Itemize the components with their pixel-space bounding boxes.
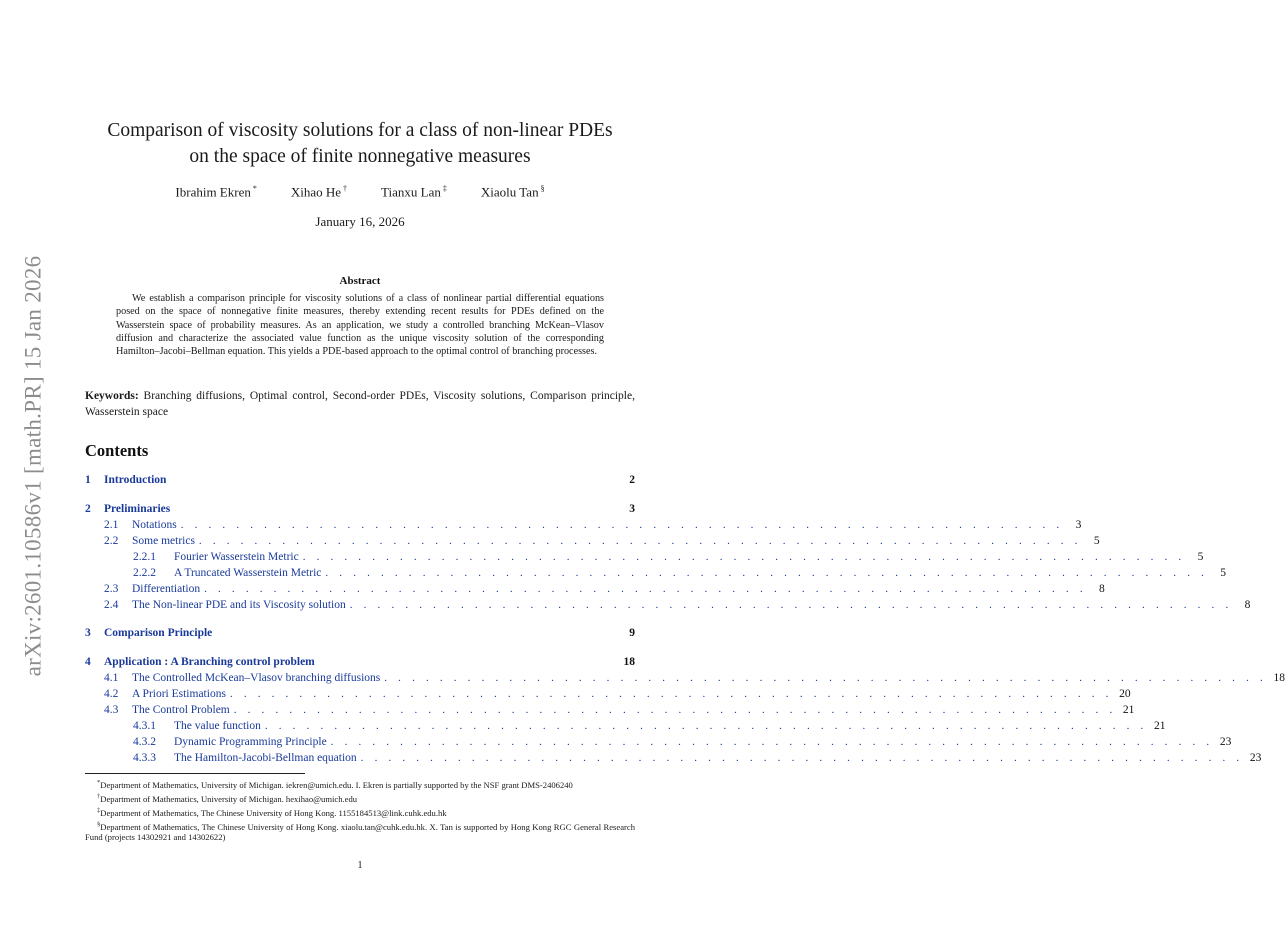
footnote-mark: † — [97, 792, 101, 800]
toc-section-application[interactable] — [85, 656, 635, 672]
paper-title — [60, 118, 660, 170]
toc-subsubsection-dpp[interactable] — [85, 736, 1232, 752]
keywords — [85, 389, 635, 420]
footnote — [85, 805, 635, 819]
toc-number: 2.4 — [104, 599, 119, 611]
toc-leader-dots: . . . . . . . . . . . . . . . . . . . . . . . . . . . . . . . . . . . . . . . . . . . . . . . . . . . . . . . . . . . . . . . . — [360, 752, 1244, 764]
toc-page[interactable]: 21 — [1154, 720, 1166, 732]
toc-section-introduction[interactable] — [85, 474, 635, 490]
toc-page[interactable]: 5 — [1093, 535, 1100, 547]
toc-subsection-controlled-mckean[interactable] — [85, 672, 1285, 688]
paper-date: January 16, 2026 — [315, 214, 405, 229]
toc-label[interactable]: Introduction — [104, 474, 167, 486]
toc-number: 4 — [85, 656, 91, 668]
footnote-text: Department of Mathematics, University of Michigan. iekren@umich.edu. I. Ekren is partially supported by the NSF grant DMS-2406240 — [100, 779, 573, 790]
toc-number: 2.2.1 — [133, 551, 156, 563]
toc-leader-dots: . . . . . . . . . . . . . . . . . . . . . . . . . . . . . . . . . . . . . . . . . . . . . . . . . . . . . . . . . . . . . . . . — [349, 599, 1233, 611]
toc-page[interactable]: 21 — [1122, 704, 1135, 716]
toc-label[interactable]: Application : A Branching control problem — [104, 656, 315, 668]
toc-leader-dots: . . . . . . . . . . . . . . . . . . . . . . . . . . . . . . . . . . . . . . . . . . . . . . . . . . . . . . . . . . . . . . . . — [325, 567, 1209, 579]
toc-page[interactable]: 23 — [1219, 736, 1232, 748]
footnote-text: Department of Mathematics, The Chinese University of Hong Kong. xiaolu.tan@cuhk.edu.hk. X. Tan is supported by Hong Kong RGC General Research Fund (projects 14302921 and 14302622) — [85, 821, 635, 843]
toc-leader-dots: . . . . . . . . . . . . . . . . . . . . . . . . . . . . . . . . . . . . . . . . . . . . . . . . . . . . . . . . . . . . . . . . — [264, 720, 1148, 732]
toc-label[interactable]: The Hamilton-Jacobi-Bellman equation — [174, 752, 357, 764]
arxiv-watermark-text: arXiv:2601.10586v1 [math.PR] 15 Jan 2026 — [20, 255, 46, 677]
toc-label[interactable]: A Priori Estimations — [132, 688, 226, 700]
author-footnote-mark[interactable]: * — [252, 184, 257, 193]
author-footnote-mark[interactable]: ‡ — [442, 184, 447, 193]
page-number: 1 — [357, 860, 363, 871]
toc-number: 2.2.2 — [133, 567, 156, 579]
author-list — [85, 184, 635, 200]
title-line-2: on the space of finite nonnegative measures — [189, 146, 531, 167]
toc-page[interactable]: 5 — [1197, 551, 1204, 563]
toc-page[interactable]: 20 — [1119, 688, 1131, 700]
footnote-text: Department of Mathematics, The Chinese University of Hong Kong. 1155184513@link.cuhk.edu.hk — [100, 807, 447, 818]
toc-number: 2.2 — [104, 535, 119, 547]
keywords-text: Branching diffusions, Optimal control, Second-order PDEs, Viscosity solutions, Comparison principle, Wasserstein space — [85, 390, 635, 418]
toc-number: 2.1 — [104, 519, 119, 531]
toc-label[interactable]: A Truncated Wasserstein Metric — [174, 567, 322, 579]
toc-number: 4.2 — [104, 688, 119, 700]
contents-heading: Contents — [85, 441, 149, 460]
footnotes — [85, 777, 635, 843]
title-line-1: Comparison of viscosity solutions for a class of non-linear PDEs — [107, 120, 613, 141]
toc-number: 3 — [85, 627, 91, 639]
toc-page[interactable]: 2 — [629, 474, 635, 486]
toc-subsection-some-metrics[interactable] — [85, 535, 1100, 551]
toc-number: 4.3.3 — [133, 752, 156, 764]
toc-number: 4.1 — [104, 672, 119, 684]
toc-page[interactable]: 3 — [629, 503, 635, 515]
toc-leader-dots: . . . . . . . . . . . . . . . . . . . . . . . . . . . . . . . . . . . . . . . . . . . . . . . . . . . . . . . . . . . . . . . . — [233, 704, 1117, 716]
toc-label[interactable]: The Controlled McKean–Vlasov branching diffusions — [132, 672, 381, 684]
author — [481, 184, 545, 200]
author-name: Xiaolu Tan — [480, 184, 539, 200]
author-name: Xihao He — [290, 184, 342, 200]
author-name: Ibrahim Ekren — [175, 184, 251, 200]
toc-number: 1 — [85, 474, 91, 486]
toc-subsubsection-value-function[interactable] — [85, 720, 1166, 736]
toc-leader-dots: . . . . . . . . . . . . . . . . . . . . . . . . . . . . . . . . . . . . . . . . . . . . . . . . . . . . . . . . . . . . . . . . — [180, 519, 1064, 531]
toc-page[interactable]: 3 — [1075, 519, 1082, 531]
toc-subsubsection-fourier[interactable] — [85, 551, 1204, 567]
toc-label[interactable]: Notations — [132, 519, 177, 531]
toc-label[interactable]: Some metrics — [132, 535, 195, 547]
toc-subsection-differentiation[interactable] — [85, 583, 1105, 599]
toc-page[interactable]: 5 — [1220, 567, 1227, 579]
abstract-heading: Abstract — [339, 275, 381, 287]
toc-leader-dots: . . . . . . . . . . . . . . . . . . . . . . . . . . . . . . . . . . . . . . . . . . . . . . . . . . . . . . . . . . . . . . . . — [330, 736, 1214, 748]
toc-section-preliminaries[interactable] — [85, 503, 635, 519]
arxiv-watermark — [8, 251, 58, 681]
toc-label[interactable]: The value function — [174, 720, 261, 732]
footnote-mark: ‡ — [97, 806, 101, 814]
toc-section-comparison[interactable] — [85, 627, 635, 643]
footnote-mark: § — [97, 820, 101, 828]
toc-leader-dots: . . . . . . . . . . . . . . . . . . . . . . . . . . . . . . . . . . . . . . . . . . . . . . . . . . . . . . . . . . . . . . . . — [384, 672, 1267, 684]
toc-label[interactable]: The Non-linear PDE and its Viscosity solution — [132, 599, 346, 611]
toc-subsection-pde-viscosity[interactable] — [85, 599, 1251, 615]
toc-label[interactable]: Comparison Principle — [104, 627, 213, 639]
toc-number: 4.3.2 — [133, 736, 156, 748]
toc-leader-dots: . . . . . . . . . . . . . . . . . . . . . . . . . . . . . . . . . . . . . . . . . . . . . . . . . . . . . . . . . . . . . . . . — [229, 688, 1113, 700]
toc-page[interactable]: 18 — [1273, 672, 1285, 684]
toc-page[interactable]: 23 — [1249, 752, 1262, 764]
footnote-mark: * — [97, 779, 101, 786]
toc-label[interactable]: Preliminaries — [104, 503, 171, 515]
author-name: Tianxu Lan — [381, 184, 441, 200]
toc-leader-dots: . . . . . . . . . . . . . . . . . . . . . . . . . . . . . . . . . . . . . . . . . . . . . . . . . . . . . . . . . . . . . . . . — [204, 583, 1087, 595]
toc-subsection-notations[interactable] — [85, 519, 1082, 535]
toc-number: 2.3 — [104, 583, 119, 595]
toc-subsection-control-problem[interactable] — [85, 704, 1135, 720]
footnote-rule — [85, 773, 305, 774]
toc-leader-dots: . . . . . . . . . . . . . . . . . . . . . . . . . . . . . . . . . . . . . . . . . . . . . . . . . . . . . . . . . . . . . . . . — [302, 551, 1186, 563]
footnote — [85, 819, 635, 844]
abstract-body: We establish a comparison principle for viscosity solutions of a class of nonlinear partial differential equations posed on the space of nonnegative finite measures, thereby extending recent results for PDEs defined on the Wasserstein space of probability measures. As an application, we study a controlled branching McKean–Vlasov diffusion and characterize the associated value function as the unique viscosity solution of the corresponding Hamilton–Jacobi–Bellman equation. This yields a PDE-based approach to the optimal control of branching processes. — [116, 293, 604, 358]
author-footnote-mark[interactable]: § — [540, 184, 545, 193]
keywords-label: Keywords: — [85, 390, 139, 402]
toc-label[interactable]: Differentiation — [132, 583, 201, 595]
toc-label[interactable]: Fourier Wasserstein Metric — [174, 551, 299, 563]
toc-page[interactable]: 8 — [1244, 599, 1251, 611]
toc-subsubsection-hjb[interactable] — [85, 752, 1262, 768]
footnote-text: Department of Mathematics, University of Michigan. hexihao@umich.edu — [100, 793, 358, 804]
toc-label[interactable]: The Control Problem — [132, 704, 230, 716]
author-footnote-mark[interactable]: † — [343, 184, 348, 193]
toc-number: 4.3 — [104, 704, 119, 716]
toc-page[interactable]: 9 — [629, 627, 635, 639]
toc-leader-dots: . . . . . . . . . . . . . . . . . . . . . . . . . . . . . . . . . . . . . . . . . . . . . . . . . . . . . . . . . . . . . . . . — [198, 535, 1082, 547]
toc-page[interactable]: 8 — [1099, 583, 1105, 595]
toc-subsubsection-truncated[interactable] — [85, 567, 1227, 583]
author — [381, 184, 447, 200]
toc-number: 2 — [85, 503, 91, 515]
author — [175, 184, 256, 200]
footnote — [85, 791, 635, 805]
toc-label[interactable]: Dynamic Programming Principle — [174, 736, 327, 748]
toc-number: 4.3.1 — [133, 720, 156, 732]
toc-subsection-a-priori[interactable] — [85, 688, 1131, 704]
footnote — [85, 777, 635, 791]
toc-page[interactable]: 18 — [623, 656, 635, 668]
author — [291, 184, 347, 200]
